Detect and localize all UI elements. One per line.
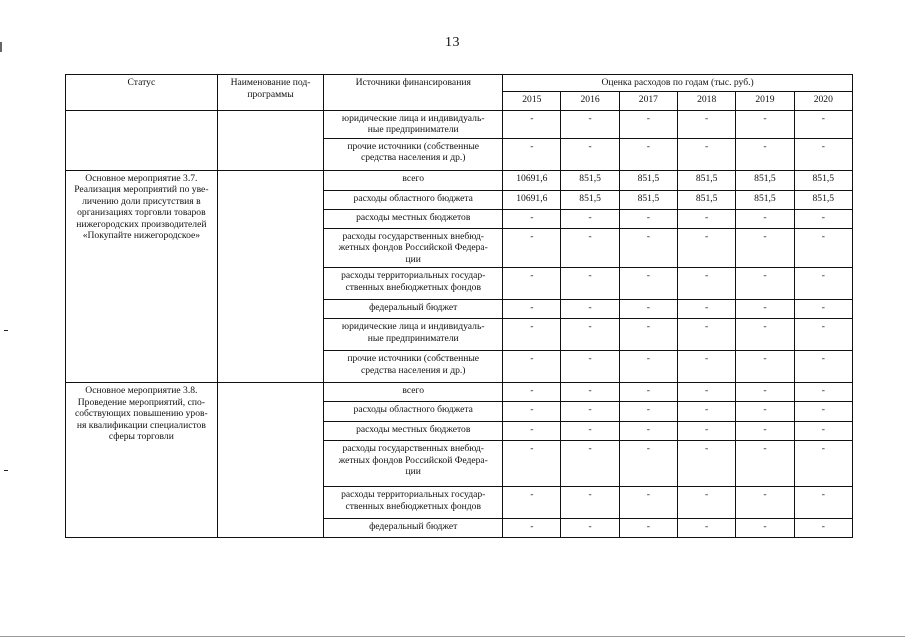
- financing-table: [65, 74, 853, 538]
- header-year: 2017: [619, 91, 677, 110]
- value-cell: -: [736, 383, 794, 402]
- table-row: [66, 110, 853, 138]
- source-cell: расходы государственных внебюд- жетных фондов Российской Федера- ции: [324, 228, 503, 268]
- source-cell: всего: [324, 383, 503, 402]
- value-cell: -: [561, 319, 619, 351]
- header-year: 2016: [561, 91, 619, 110]
- value-cell: -: [561, 300, 619, 319]
- value-cell: -: [794, 268, 852, 300]
- value-cell: -: [561, 441, 619, 487]
- value-cell: -: [619, 228, 677, 268]
- value-cell: -: [794, 402, 852, 422]
- value-cell: -: [736, 441, 794, 487]
- value-cell: -: [561, 110, 619, 138]
- value-cell: 851,5: [794, 190, 852, 209]
- table-row: [66, 383, 853, 402]
- value-cell: -: [678, 422, 736, 441]
- value-cell: -: [619, 351, 677, 383]
- value-cell: -: [619, 300, 677, 319]
- value-cell: -: [736, 110, 794, 138]
- source-cell: расходы территориальных государ- ственных внебюджетных фондов: [324, 487, 503, 519]
- source-cell: юридические лица и индивидуаль- ные предприниматели: [324, 110, 503, 138]
- value-cell: 10691,6: [503, 190, 561, 209]
- source-cell: расходы местных бюджетов: [324, 422, 503, 441]
- value-cell: -: [503, 209, 561, 228]
- source-cell: расходы областного бюджета: [324, 402, 503, 422]
- value-cell: -: [503, 138, 561, 170]
- scan-margin-mark: [4, 330, 8, 331]
- value-cell: -: [794, 351, 852, 383]
- value-cell: -: [503, 487, 561, 519]
- value-cell: -: [503, 268, 561, 300]
- header-status: Статус: [66, 75, 218, 111]
- table-row: [66, 170, 853, 190]
- source-cell: всего: [324, 170, 503, 190]
- value-cell: -: [678, 319, 736, 351]
- value-cell: -: [678, 519, 736, 538]
- scan-bottom-edge: [0, 636, 905, 637]
- value-cell: -: [794, 228, 852, 268]
- source-cell: расходы областного бюджета: [324, 190, 503, 209]
- value-cell: 851,5: [736, 190, 794, 209]
- subprogram-cell: [217, 170, 324, 383]
- value-cell: -: [736, 351, 794, 383]
- value-cell: -: [794, 209, 852, 228]
- value-cell: -: [794, 300, 852, 319]
- value-cell: -: [619, 138, 677, 170]
- value-cell: -: [503, 383, 561, 402]
- value-cell: -: [561, 383, 619, 402]
- value-cell: -: [736, 319, 794, 351]
- value-cell: -: [678, 138, 736, 170]
- value-cell: -: [794, 487, 852, 519]
- value-cell: -: [794, 441, 852, 487]
- value-cell: -: [678, 441, 736, 487]
- value-cell: -: [794, 422, 852, 441]
- value-cell: -: [678, 300, 736, 319]
- value-cell: -: [678, 268, 736, 300]
- source-cell: расходы территориальных государ- ственных внебюджетных фондов: [324, 268, 503, 300]
- header-sources: Источники финансирования: [324, 75, 503, 111]
- value-cell: -: [794, 383, 852, 402]
- header-year: 2019: [736, 91, 794, 110]
- value-cell: -: [678, 228, 736, 268]
- value-cell: -: [619, 487, 677, 519]
- value-cell: -: [503, 319, 561, 351]
- value-cell: -: [794, 110, 852, 138]
- value-cell: -: [619, 422, 677, 441]
- value-cell: -: [794, 519, 852, 538]
- value-cell: -: [619, 383, 677, 402]
- value-cell: -: [736, 138, 794, 170]
- source-cell: расходы местных бюджетов: [324, 209, 503, 228]
- value-cell: -: [619, 209, 677, 228]
- value-cell: 851,5: [561, 190, 619, 209]
- value-cell: -: [561, 209, 619, 228]
- value-cell: -: [678, 209, 736, 228]
- value-cell: -: [678, 487, 736, 519]
- source-cell: расходы государственных внебюд- жетных фондов Российской Федера- ции: [324, 441, 503, 487]
- value-cell: -: [619, 519, 677, 538]
- header-subprogram: Наименование под- программы: [217, 75, 324, 111]
- value-cell: -: [678, 383, 736, 402]
- value-cell: -: [736, 268, 794, 300]
- value-cell: -: [561, 351, 619, 383]
- value-cell: -: [561, 402, 619, 422]
- value-cell: -: [794, 138, 852, 170]
- value-cell: -: [619, 110, 677, 138]
- value-cell: -: [794, 319, 852, 351]
- value-cell: 851,5: [619, 170, 677, 190]
- page-number: 13: [445, 35, 460, 50]
- value-cell: -: [561, 487, 619, 519]
- value-cell: -: [503, 110, 561, 138]
- value-cell: -: [619, 268, 677, 300]
- value-cell: 851,5: [619, 190, 677, 209]
- value-cell: -: [736, 209, 794, 228]
- value-cell: -: [503, 300, 561, 319]
- value-cell: -: [619, 441, 677, 487]
- value-cell: -: [561, 268, 619, 300]
- value-cell: -: [619, 402, 677, 422]
- header-year: 2020: [794, 91, 852, 110]
- subprogram-cell: [217, 383, 324, 538]
- source-cell: федеральный бюджет: [324, 300, 503, 319]
- scan-margin-mark: [4, 470, 8, 471]
- value-cell: -: [561, 228, 619, 268]
- value-cell: 851,5: [736, 170, 794, 190]
- value-cell: 851,5: [561, 170, 619, 190]
- value-cell: 10691,6: [503, 170, 561, 190]
- value-cell: -: [619, 319, 677, 351]
- source-cell: федеральный бюджет: [324, 519, 503, 538]
- header-estimate: Оценка расходов по годам (тыс. руб.): [503, 75, 853, 92]
- source-cell: юридические лица и индивидуаль- ные предприниматели: [324, 319, 503, 351]
- value-cell: -: [503, 402, 561, 422]
- value-cell: 851,5: [794, 170, 852, 190]
- value-cell: -: [736, 300, 794, 319]
- value-cell: -: [736, 519, 794, 538]
- status-cell: [66, 110, 218, 170]
- value-cell: 851,5: [678, 190, 736, 209]
- source-cell: прочие источники (собственные средства населения и др.): [324, 351, 503, 383]
- value-cell: -: [503, 422, 561, 441]
- subprogram-cell: [217, 110, 324, 170]
- header-year: 2018: [678, 91, 736, 110]
- source-cell: прочие источники (собственные средства населения и др.): [324, 138, 503, 170]
- value-cell: -: [736, 422, 794, 441]
- value-cell: -: [561, 422, 619, 441]
- value-cell: -: [736, 487, 794, 519]
- value-cell: -: [503, 519, 561, 538]
- value-cell: -: [561, 519, 619, 538]
- value-cell: -: [503, 441, 561, 487]
- value-cell: -: [678, 351, 736, 383]
- header-year: 2015: [503, 91, 561, 110]
- status-cell: Основное мероприятие 3.7. Реализация мероприятий по уве- личению доли присутствия в организациях торговли товаров нижегородских производителей «Покупайте нижегородское»: [66, 170, 218, 383]
- status-cell: Основное мероприятие 3.8. Проведение мероприятий, спо- собствующих повышению уров- ня квалификации специалистов сферы торговли: [66, 383, 218, 538]
- value-cell: -: [678, 110, 736, 138]
- value-cell: 851,5: [678, 170, 736, 190]
- value-cell: -: [561, 138, 619, 170]
- value-cell: -: [736, 402, 794, 422]
- value-cell: -: [678, 402, 736, 422]
- value-cell: -: [503, 351, 561, 383]
- value-cell: -: [503, 228, 561, 268]
- value-cell: -: [736, 228, 794, 268]
